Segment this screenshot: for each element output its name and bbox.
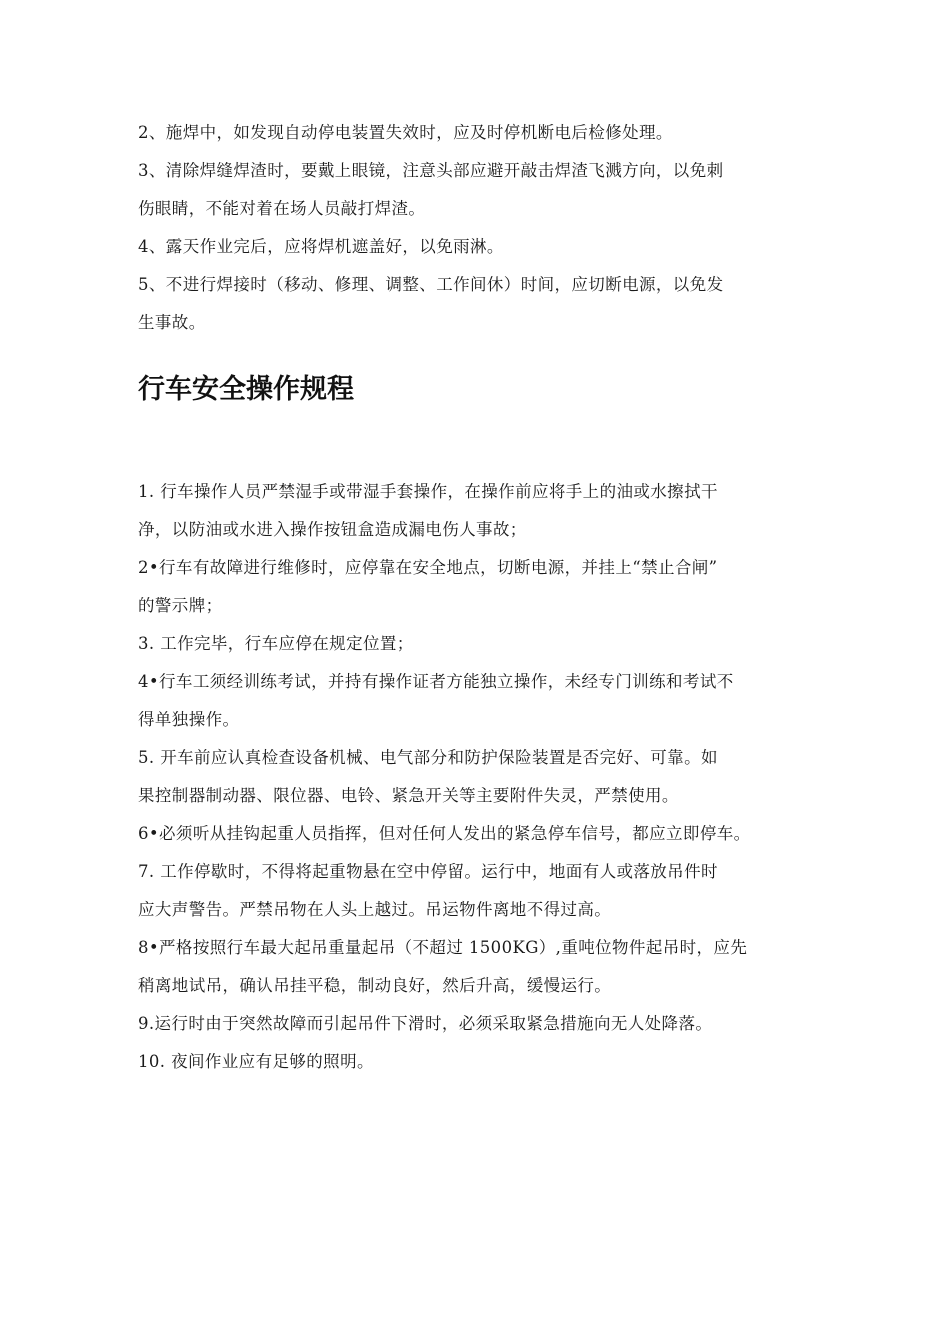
item-line: 1. 行车操作人员严禁湿手或带湿手套操作，在操作前应将手上的油或水擦拭干 bbox=[138, 482, 718, 501]
list-item bbox=[138, 549, 824, 625]
list-item bbox=[138, 853, 824, 929]
item-line: 的警示牌； bbox=[138, 596, 223, 615]
list-item bbox=[138, 739, 824, 815]
item-line: 7. 工作停歇时，不得将起重物悬在空中停留。运行中，地面有人或落放吊件时 bbox=[138, 862, 718, 881]
list-item bbox=[138, 228, 818, 266]
welding-safety-list bbox=[138, 114, 818, 342]
item-line: 5、不进行焊接时（移动、修理、调整、工作间休）时间，应切断电源，以免发 bbox=[138, 275, 724, 294]
item-line: 得单独操作。 bbox=[138, 710, 240, 729]
item-line: 2•行车有故障进行维修时，应停靠在安全地点，切断电源，并挂上“禁止合闸” bbox=[138, 558, 718, 577]
item-line: 稍离地试吊，确认吊挂平稳，制动良好，然后升高，缓慢运行。 bbox=[138, 976, 612, 995]
list-item bbox=[138, 473, 824, 549]
list-item bbox=[138, 152, 818, 228]
list-item bbox=[138, 663, 824, 739]
item-line: 净，以防油或水进入操作按钮盒造成漏电伤人事故； bbox=[138, 520, 527, 539]
list-item bbox=[138, 1005, 824, 1043]
list-item bbox=[138, 266, 818, 342]
item-line: 10. 夜间作业应有足够的照明。 bbox=[138, 1052, 374, 1071]
item-line: 伤眼睛，不能对着在场人员敲打焊渣。 bbox=[138, 199, 426, 218]
item-line: 5. 开车前应认真检查设备机械、电气部分和防护保险装置是否完好、可靠。如 bbox=[138, 748, 718, 767]
list-item bbox=[138, 815, 824, 853]
item-line: 应大声警告。严禁吊物在人头上越过。吊运物件离地不得过高。 bbox=[138, 900, 612, 919]
item-line: 果控制器制动器、限位器、电铃、紧急开关等主要附件失灵，严禁使用。 bbox=[138, 786, 679, 805]
list-item bbox=[138, 1043, 824, 1081]
item-line: 4•行车工须经训练考试，并持有操作证者方能独立操作，未经专门训练和考试不 bbox=[138, 672, 734, 691]
crane-safety-list bbox=[138, 473, 824, 1081]
list-item bbox=[138, 929, 824, 1005]
list-item bbox=[138, 114, 818, 152]
item-line: 9.运行时由于突然故障而引起吊件下滑时，必须采取紧急措施向无人处降落。 bbox=[138, 1014, 713, 1033]
item-line: 4、露天作业完后，应将焊机遮盖好，以免雨淋。 bbox=[138, 237, 504, 256]
item-line: 2、施焊中，如发现自动停电装置失效时，应及时停机断电后检修处理。 bbox=[138, 123, 673, 142]
item-line: 生事故。 bbox=[138, 313, 206, 332]
item-line: 6•必须听从挂钩起重人员指挥，但对任何人发出的紧急停车信号，都应立即停车。 bbox=[138, 824, 751, 843]
item-line: 3、清除焊缝焊渣时，要戴上眼镜，注意头部应避开敲击焊渣飞溅方向，以免刺 bbox=[138, 161, 724, 180]
section-heading: 行车安全操作规程 bbox=[138, 374, 354, 405]
item-line: 3. 工作完毕，行车应停在规定位置； bbox=[138, 634, 414, 653]
list-item bbox=[138, 625, 824, 663]
item-line: 8•严格按照行车最大起吊重量起吊（不超过 1500KG）,重吨位物件起吊时，应先 bbox=[138, 938, 748, 957]
